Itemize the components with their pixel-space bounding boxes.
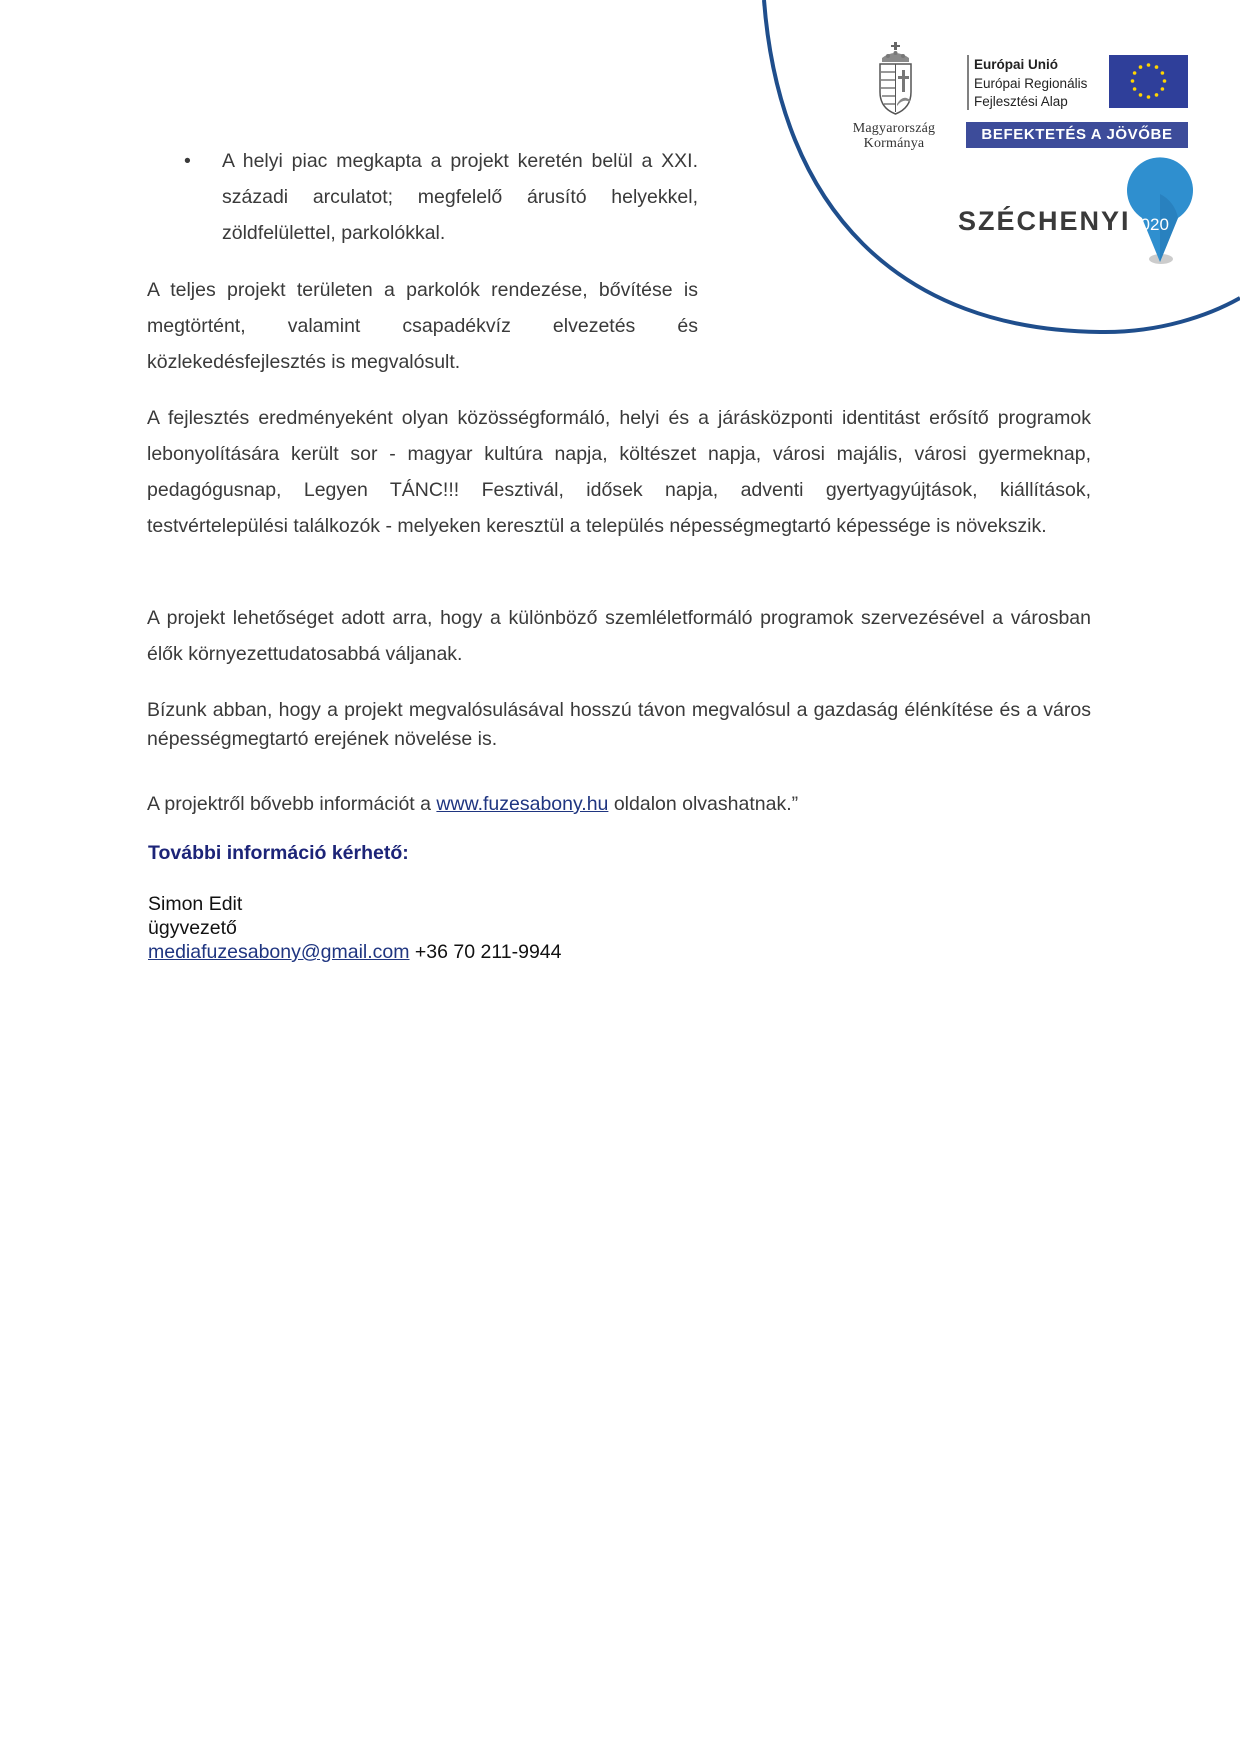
more-info-text: A projektről bővebb információt a <box>147 793 437 815</box>
paragraph-programs: A fejlesztés eredményeként olyan közösségformáló, helyi és a járásközponti identitást erősítő programok lebonyolítására került sor - magyar kultúra napja, költészet napja, városi majális, városi gyermeknap, pedagógusnap, Legyen TÁNC!!! Fesztivál, idősek napja, adventi gyertyagyújtások, kiállítások, testvértelepülési találkozók - melyeken keresztül a település népességmegtartó képessége is növekszik. <box>147 407 1091 537</box>
coat-of-arms-icon <box>880 42 911 114</box>
szechenyi-logo-text: SZÉCHENYI <box>958 206 1131 236</box>
contact-role: ügyvezető <box>148 917 237 939</box>
map-pin-icon <box>1127 157 1193 264</box>
paragraph-more-info <box>147 786 1091 822</box>
paragraph-conclusion: Bízunk abban, hogy a projekt megvalósulásával hosszú távon megvalósul a gazdaság élénkítése és a város népességmegtartó erejének növelése is. <box>147 699 1091 750</box>
befektetes-banner: BEFEKTETÉS A JÖVŐBE <box>966 122 1188 148</box>
government-label <box>838 121 950 151</box>
more-info-text-end: oldalon olvashatnak.” <box>608 793 799 815</box>
eu-flag-icon <box>1109 55 1188 108</box>
paragraph-parking: A teljes projekt területen a parkolók rendezése, bővítése is megtörtént, valamint csapadékvíz elvezetés és közlekedésfejlesztés is megvalósult. <box>147 279 698 373</box>
government-label-line1: Magyarország <box>852 121 936 136</box>
eu-title: Európai Unió <box>974 57 1058 72</box>
contact-line <box>148 940 561 964</box>
contact-block <box>148 892 561 964</box>
contact-name: Simon Edit <box>148 893 243 915</box>
contact-heading: További információ kérhető: <box>148 842 409 864</box>
website-link[interactable]: www.fuzesabony.hu <box>436 793 609 815</box>
government-label-line2: Kormánya <box>863 136 925 151</box>
contact-phone: +36 70 211-9944 <box>409 941 562 963</box>
eu-text-block <box>974 56 1087 112</box>
eu-fund-line2: Fejlesztési Alap <box>974 94 1068 109</box>
email-link[interactable]: mediafuzesabony@gmail.com <box>148 941 410 963</box>
bullet-paragraph: A helyi piac megkapta a projekt keretén belül a XXI. századi arculatot; megfelelő árusító helyekkel, zöldfelülettel, parkolókkal. <box>222 150 698 244</box>
eu-fund-line1: Európai Regionális <box>974 75 1088 91</box>
bullet-marker: • <box>184 150 191 172</box>
paragraph-awareness: A projekt lehetőséget adott arra, hogy a különböző szemléletformáló programok szervezésével a városban élők környezettudatosabbá váljanak. <box>147 607 1091 665</box>
szechenyi-year-label: 2020 <box>1131 215 1169 234</box>
